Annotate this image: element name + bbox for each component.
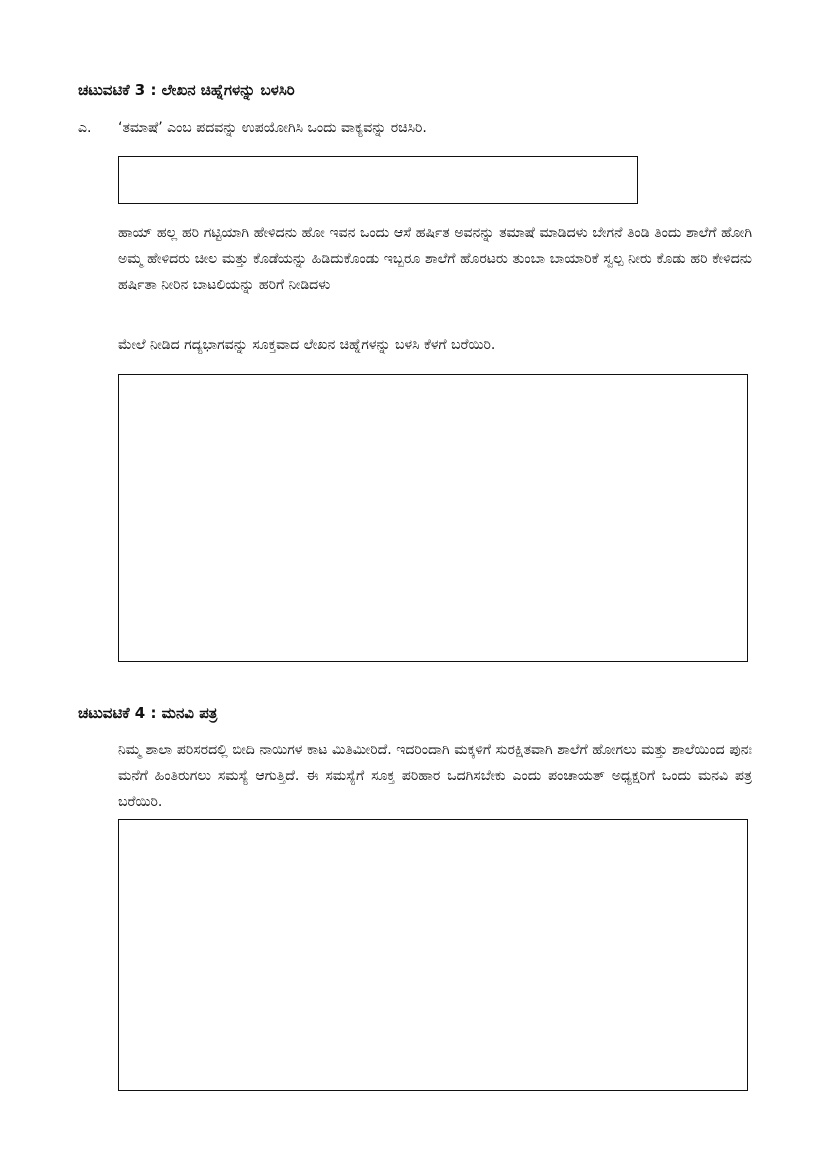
punctuation-answer-box[interactable] [118,374,748,662]
activity-4-heading: ಚಟುವಟಿಕೆ 4 : ಮನವಿ ಪತ್ರ [78,704,218,722]
activity-4-task: ನಿಮ್ಮ ಶಾಲಾ ಪರಿಸರದಲ್ಲಿ ಬೀದಿ ನಾಯಿಗಳ ಕಾಟ ಮಿತಿಮೀರಿದೆ. ಇದರಿಂದಾಗಿ ಮಕ್ಕಳಿಗೆ ಸುರಕ್ಷಿತವಾಗಿ ಶಾಲೆಗೆ ಹೋಗಲು ಮತ್ತು ಶಾಲೆಯಿಂದ ಪುನಃ ಮನೆಗೆ ಹಿಂತಿರುಗಲು ಸಮಸ್ಯೆ ಆಗುತ್ತಿದೆ. ಈ ಸಮಸ್ಯೆಗೆ ಸೂಕ್ತ ಪರಿಹಾರ ಒದಗಿಸಬೇಕು ಎಂದು ಪಂಚಾಯತ್ ಅಧ್ಯಕ್ಷರಿಗೆ ಒಂದು ಮನವಿ ಪತ್ರ ಬರೆಯಿರಿ. [118,742,752,810]
sentence-answer-box[interactable] [118,156,638,204]
activity-3-instruction: ಮೇಲೆ ನೀಡಿದ ಗದ್ಯಭಾಗವನ್ನು ಸೂಕ್ತವಾದ ಲೇಖನ ಚಿಹ್ನೆಗಳನ್ನು ಬಳಸಿ ಕೆಳಗೆ ಬರೆಯಿರಿ. [118,337,496,353]
activity-3-passage: ಹಾಯ್ ಹಲ್ಲ ಹರಿ ಗಟ್ಟಿಯಾಗಿ ಹೇಳಿದನು ಹೋ ಇವನ ಒಂದು ಆಸೆ ಹರ್ಷಿತ ಅವನನ್ನು ತಮಾಷೆ ಮಾಡಿದಳು ಬೇಗನೆ ತಿಂಡಿ ತಿಂದು ಶಾಲೆಗೆ ಹೋಗಿ ಅಮ್ಮ ಹೇಳಿದರು ಚೀಲ ಮತ್ತು ಕೊಡೆಯನ್ನು ಹಿಡಿದುಕೊಂಡು ಇಬ್ಬರೂ ಶಾಲೆಗೆ ಹೊರಟರು ತುಂಬಾ ಬಾಯಾರಿಕೆ ಸ್ವಲ್ಪ ನೀರು ಕೊಡು ಹರಿ ಕೇಳಿದನು ಹರ್ಷಿತಾ ನೀರಿನ ಬಾಟಲಿಯನ್ನು ಹರಿಗೆ ನೀಡಿದಳು [118,225,752,293]
letter-answer-box[interactable] [118,819,748,1091]
question-a-text: ‘ತಮಾಷೆ’ ಎಂಬ ಪದವನ್ನು ಉಪಯೋಗಿಸಿ ಒಂದು ವಾಕ್ಯವನ್ನು ರಚಿಸಿರಿ. [118,120,427,136]
question-a-marker: ಎ. [78,120,92,136]
activity-3-heading: ಚಟುವಟಿಕೆ 3 : ಲೇಖನ ಚಿಹ್ನೆಗಳನ್ನು ಬಳಸಿರಿ [78,81,295,99]
